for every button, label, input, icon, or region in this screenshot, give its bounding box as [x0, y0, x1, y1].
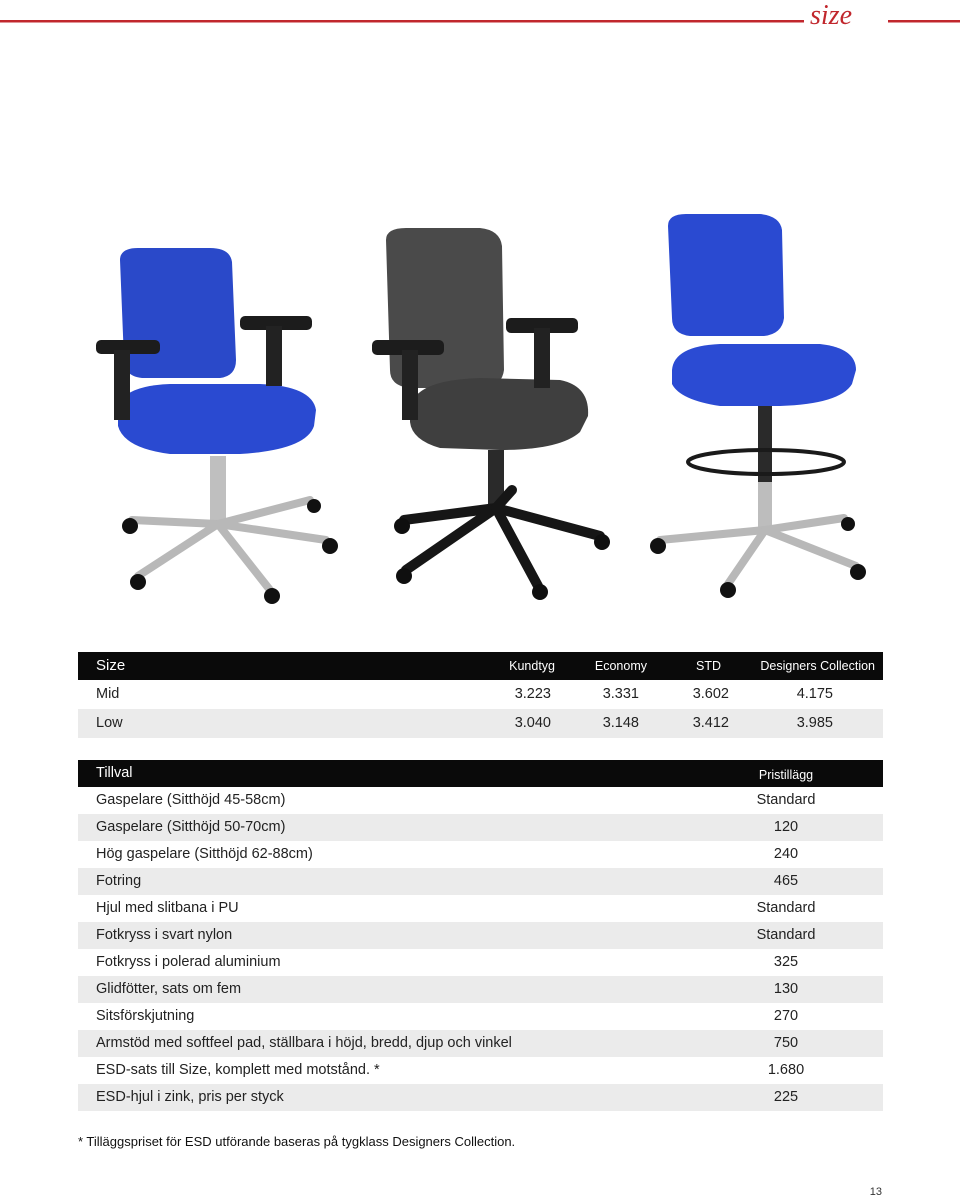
options-header-label: Tillval: [96, 765, 133, 781]
options-table: [78, 760, 883, 1111]
cell-value: 3.412: [692, 715, 729, 731]
cell-value: 3.040: [514, 715, 551, 731]
option-price: Standard: [756, 792, 816, 808]
chair-grey-high: [372, 228, 610, 600]
footnote: * Tilläggspriset för ESD utförande baseras på tygklass Designers Collection.: [78, 1134, 516, 1149]
table-row: [78, 1030, 883, 1057]
table-row: [78, 1084, 883, 1111]
option-label: Glidfötter, sats om fem: [96, 981, 242, 997]
option-price: 225: [773, 1089, 799, 1105]
chair-blue-mid: [96, 248, 338, 604]
option-label: Hög gaspelare (Sitthöjd 62-88cm): [96, 846, 313, 862]
option-label: Gaspelare (Sitthöjd 45-58cm): [96, 792, 286, 808]
cell-value: 3.331: [602, 686, 639, 702]
header-economy: Economy: [594, 659, 647, 673]
cell-value: 3.985: [796, 715, 833, 731]
cell-value: 4.175: [796, 686, 833, 702]
size-logo: [804, 0, 888, 34]
size-header-label: Size: [96, 657, 126, 674]
cell-value: 3.223: [514, 686, 551, 702]
header-std: STD: [696, 659, 721, 673]
size-table-header: [78, 652, 883, 680]
size-price-table: [78, 652, 883, 738]
table-row: [78, 787, 883, 814]
option-label: ESD-hjul i zink, pris per styck: [96, 1089, 284, 1105]
cell-value: 3.148: [602, 715, 639, 731]
option-price: 270: [773, 1008, 799, 1024]
table-row: [78, 976, 883, 1003]
option-label: Fotring: [96, 873, 142, 889]
table-row: [78, 868, 883, 895]
option-label: Gaspelare (Sitthöjd 50-70cm): [96, 819, 286, 835]
option-price: 1.680: [767, 1062, 805, 1078]
option-label: ESD-sats till Size, komplett med motstånd. *: [96, 1062, 380, 1078]
header-kundtyg: Kundtyg: [509, 659, 555, 673]
option-label: Sitsförskjutning: [96, 1008, 195, 1024]
table-row: [78, 949, 883, 976]
option-price: 750: [773, 1035, 799, 1051]
option-price: 240: [773, 846, 799, 862]
row-label: Low: [96, 715, 123, 731]
table-row: [78, 895, 883, 922]
option-price: 120: [773, 819, 799, 835]
table-row: [78, 709, 883, 738]
option-label: Armstöd med softfeel pad, ställbara i höjd, bredd, djup och vinkel: [96, 1035, 512, 1051]
table-row: [78, 841, 883, 868]
option-label: Hjul med slitbana i PU: [96, 900, 239, 916]
options-header-price: Pristillägg: [758, 768, 814, 782]
chair-blue-high: [650, 214, 866, 598]
row-label: Mid: [96, 686, 120, 702]
table-row: [78, 922, 883, 949]
table-row: [78, 1003, 883, 1030]
option-price: 325: [773, 954, 799, 970]
options-table-header: [78, 760, 883, 787]
option-price: Standard: [756, 927, 816, 943]
option-price: 130: [773, 981, 799, 997]
chairs-photo: [60, 200, 920, 620]
cell-value: 3.602: [692, 686, 729, 702]
page-number: 13: [869, 1186, 882, 1198]
option-price: Standard: [756, 900, 816, 916]
header-designers-collection: Designers Collection: [760, 659, 875, 673]
option-label: Fotkryss i polerad aluminium: [96, 954, 281, 970]
option-price: 465: [773, 873, 799, 889]
table-row: [78, 1057, 883, 1084]
table-row: [78, 680, 883, 709]
option-label: Fotkryss i svart nylon: [96, 927, 233, 943]
table-row: [78, 814, 883, 841]
logo-text: size: [810, 0, 852, 31]
